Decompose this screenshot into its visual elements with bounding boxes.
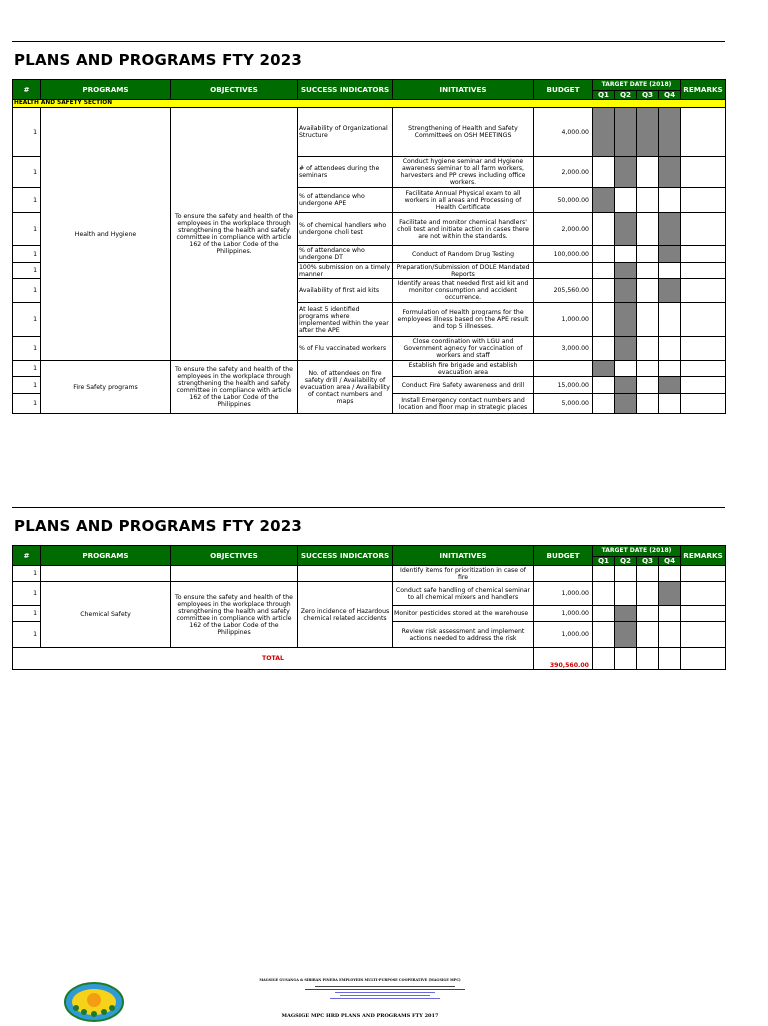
page2-top-rule	[12, 507, 725, 508]
q1-cell	[593, 157, 615, 188]
initiative: Facilitate Annual Physical exam to all workers in all areas and Processing of Health Certificate	[393, 188, 534, 213]
q4-cell	[659, 213, 681, 246]
remarks-cell	[681, 188, 726, 213]
row-num: 1	[13, 263, 41, 279]
q4-cell	[659, 394, 681, 414]
budget: 100,000.00	[534, 246, 593, 263]
col-programs: PROGRAMS	[41, 546, 171, 566]
q1-cell	[593, 566, 615, 582]
q2-cell	[615, 246, 637, 263]
initiative: Facilitate and monitor chemical handlers' choli test and initiate action in cases there are not within the standards.	[393, 213, 534, 246]
q4-cell	[659, 582, 681, 606]
q3-cell	[637, 279, 659, 303]
q3-cell	[637, 263, 659, 279]
initiative: Close coordination with LGU and Government agnecy for vaccination of workers and staff	[393, 337, 534, 361]
q4-cell	[659, 377, 681, 394]
remarks-cell	[681, 377, 726, 394]
col-num: #	[13, 546, 41, 566]
remarks-cell	[681, 303, 726, 337]
indicator: % of Flu vaccinated workers	[298, 337, 393, 361]
program-health: Health and Hygiene	[41, 108, 171, 361]
remarks-cell	[681, 246, 726, 263]
q4-cell	[659, 246, 681, 263]
q1-cell	[593, 361, 615, 377]
remarks-cell	[681, 157, 726, 188]
q2-cell	[615, 108, 637, 157]
remarks-cell	[681, 566, 726, 582]
budget: 2,000.00	[534, 157, 593, 188]
initiative: Install Emergency contact numbers and location and floor map in strategic places	[393, 394, 534, 414]
q3-cell	[637, 606, 659, 622]
page-title: PLANS AND PROGRAMS FTY 2023	[14, 51, 303, 69]
row-num: 1	[13, 566, 41, 582]
q2-cell	[615, 279, 637, 303]
q1-cell	[593, 246, 615, 263]
q3-cell	[637, 648, 659, 670]
q3-cell	[637, 337, 659, 361]
budget: 1,000.00	[534, 622, 593, 648]
budget	[534, 361, 593, 377]
budget: 5,000.00	[534, 394, 593, 414]
initiative: Conduct Fire Safety awareness and drill	[393, 377, 534, 394]
col-q3: Q3	[637, 91, 659, 100]
q3-cell	[637, 188, 659, 213]
indicator-cont	[298, 566, 393, 582]
q2-cell	[615, 303, 637, 337]
col-initiatives: INITIATIVES	[393, 80, 534, 100]
remarks-cell	[681, 213, 726, 246]
q4-cell	[659, 263, 681, 279]
initiative: Preparation/Submission of DOLE Mandated Reports	[393, 263, 534, 279]
q3-cell	[637, 566, 659, 582]
col-q4: Q4	[659, 91, 681, 100]
col-indicators: SUCCESS INDICATORS	[298, 546, 393, 566]
page1-top-rule	[12, 41, 725, 42]
plans-table-page1	[12, 79, 726, 414]
remarks-cell	[681, 108, 726, 157]
cooperative-logo	[62, 978, 126, 1022]
q2-cell	[615, 377, 637, 394]
budget: 4,000.00	[534, 108, 593, 157]
total-label: TOTAL	[13, 648, 534, 670]
row-num: 1	[13, 108, 41, 157]
budget: 3,000.00	[534, 337, 593, 361]
q4-cell	[659, 622, 681, 648]
col-q3: Q3	[637, 557, 659, 566]
q2-cell	[615, 622, 637, 648]
initiative: Establish fire brigade and establish evacuation area	[393, 361, 534, 377]
initiative: Identify areas that needed first aid kit and monitor consumption and accident occurrence.	[393, 279, 534, 303]
q2-cell	[615, 582, 637, 606]
page-gap	[0, 421, 768, 501]
row-num: 1	[13, 337, 41, 361]
budget: 205,560.00	[534, 279, 593, 303]
q4-cell	[659, 648, 681, 670]
q4-cell	[659, 337, 681, 361]
q1-cell	[593, 606, 615, 622]
q3-cell	[637, 377, 659, 394]
q3-cell	[637, 622, 659, 648]
remarks-cell	[681, 582, 726, 606]
remarks-cell	[681, 622, 726, 648]
col-budget: BUDGET	[534, 546, 593, 566]
objective-fire: To ensure the safety and health of the employees in the workplace through strengthening the health and safety committee in compliance with article 162 of the Labor Code of the Philippines	[171, 361, 298, 414]
col-target-date: TARGET DATE (2018)	[593, 546, 681, 557]
budget: 1,000.00	[534, 303, 593, 337]
plans-table-page2	[12, 545, 726, 670]
initiative: Monitor pesticides stored at the warehouse	[393, 606, 534, 622]
q2-cell	[615, 648, 637, 670]
row-num: 1	[13, 377, 41, 394]
initiative: Conduct of Random Drug Testing	[393, 246, 534, 263]
row-num: 1	[13, 582, 41, 606]
q1-cell	[593, 303, 615, 337]
q3-cell	[637, 157, 659, 188]
remarks-cell	[681, 263, 726, 279]
initiative: Conduct safe handling of chemical seminar to all chemical mixers and handlers	[393, 582, 534, 606]
col-remarks: REMARKS	[681, 546, 726, 566]
q4-cell	[659, 188, 681, 213]
q2-cell	[615, 337, 637, 361]
indicator: % of attendance who undergone DT	[298, 246, 393, 263]
row-num: 1	[13, 394, 41, 414]
q4-cell	[659, 303, 681, 337]
budget: 50,000.00	[534, 188, 593, 213]
col-q4: Q4	[659, 557, 681, 566]
col-initiatives: INITIATIVES	[393, 546, 534, 566]
col-target-date: TARGET DATE (2018)	[593, 80, 681, 91]
initiative: Review risk assessment and implement actions needed to address the risk	[393, 622, 534, 648]
col-remarks: REMARKS	[681, 80, 726, 100]
q2-cell	[615, 263, 637, 279]
q4-cell	[659, 361, 681, 377]
q1-cell	[593, 337, 615, 361]
q1-cell	[593, 648, 615, 670]
q3-cell	[637, 303, 659, 337]
q3-cell	[637, 108, 659, 157]
objective-health: To ensure the safety and health of the employees in the workplace through strengthening the health and safety committee in compliance with article 162 of the Labor Code of the Philippines.	[171, 108, 298, 361]
indicator: At least 5 identified programs where implemented within the year after the APE	[298, 303, 393, 337]
row-num: 1	[13, 279, 41, 303]
q3-cell	[637, 246, 659, 263]
objective-cont	[171, 566, 298, 582]
q1-cell	[593, 279, 615, 303]
row-num: 1	[13, 361, 41, 377]
page-title-2: PLANS AND PROGRAMS FTY 2023	[14, 517, 303, 535]
initiative: Conduct hygiene seminar and Hygiene awareness seminar to all farm workers, harvesters and PP crews including office workers.	[393, 157, 534, 188]
col-q2: Q2	[615, 91, 637, 100]
budget	[534, 263, 593, 279]
initiative: Formulation of Health programs for the employees illness based on the APE result and top 5 illnesses.	[393, 303, 534, 337]
remarks-cell	[681, 648, 726, 670]
row-num: 1	[13, 606, 41, 622]
budget: 1,000.00	[534, 582, 593, 606]
col-programs: PROGRAMS	[41, 80, 171, 100]
q3-cell	[637, 582, 659, 606]
indicator: Availability of first aid kits	[298, 279, 393, 303]
row-num: 1	[13, 213, 41, 246]
col-q1: Q1	[593, 91, 615, 100]
row-num: 1	[13, 622, 41, 648]
remarks-cell	[681, 394, 726, 414]
q1-cell	[593, 377, 615, 394]
row-num: 1	[13, 246, 41, 263]
footer-caption: MAGSIGE MPC HRD PLANS AND PROGRAMS FTY 2017	[281, 1013, 439, 1019]
q2-cell	[615, 566, 637, 582]
budget: 2,000.00	[534, 213, 593, 246]
indicator: # of attendees during the seminars	[298, 157, 393, 188]
col-objectives: OBJECTIVES	[171, 546, 298, 566]
footer-contact-lines	[300, 984, 470, 1006]
budget: 15,000.00	[534, 377, 593, 394]
q4-cell	[659, 606, 681, 622]
q1-cell	[593, 582, 615, 606]
initiative: Strengthening of Health and Safety Committees on OSH MEETINGS	[393, 108, 534, 157]
remarks-cell	[681, 361, 726, 377]
q4-cell	[659, 279, 681, 303]
q1-cell	[593, 213, 615, 246]
q2-cell	[615, 188, 637, 213]
q1-cell	[593, 188, 615, 213]
q2-cell	[615, 213, 637, 246]
remarks-cell	[681, 606, 726, 622]
objective-chemical: To ensure the safety and health of the employees in the workplace through strengthening the health and safety committee in compliance with article 162 of the Labor Code of the Philippines	[171, 582, 298, 648]
remarks-cell	[681, 279, 726, 303]
budget	[534, 566, 593, 582]
footer-org: MAGSIGE GUSANGA & SIBIRAN PINEDA EMPLOYEES MULTI-PURPOSE COOPERATIVE (MAGSIGE MPC)	[259, 978, 461, 982]
row-num: 1	[13, 157, 41, 188]
row-num: 1	[13, 188, 41, 213]
indicator-chemical: Zero incidence of Hazardous chemical related accidents	[298, 582, 393, 648]
q1-cell	[593, 263, 615, 279]
q1-cell	[593, 622, 615, 648]
indicator: Availability of Organizational Structure	[298, 108, 393, 157]
initiative: Identify items for prioritization in case of fire	[393, 566, 534, 582]
q3-cell	[637, 213, 659, 246]
q1-cell	[593, 394, 615, 414]
q1-cell	[593, 108, 615, 157]
col-indicators: SUCCESS INDICATORS	[298, 80, 393, 100]
program-fire: Fire Safety programs	[41, 361, 171, 414]
q3-cell	[637, 394, 659, 414]
q3-cell	[637, 361, 659, 377]
q4-cell	[659, 157, 681, 188]
col-q2: Q2	[615, 557, 637, 566]
col-q1: Q1	[593, 557, 615, 566]
indicator: % of attendance who undergone APE	[298, 188, 393, 213]
q4-cell	[659, 566, 681, 582]
col-budget: BUDGET	[534, 80, 593, 100]
q2-cell	[615, 157, 637, 188]
col-objectives: OBJECTIVES	[171, 80, 298, 100]
total-value: 390,560.00	[534, 648, 593, 670]
q4-cell	[659, 108, 681, 157]
q2-cell	[615, 394, 637, 414]
q2-cell	[615, 361, 637, 377]
indicator: % of chemical handlers who undergone choli test	[298, 213, 393, 246]
q2-cell	[615, 606, 637, 622]
program-cont	[41, 566, 171, 582]
row-num: 1	[13, 303, 41, 337]
section-header: HEALTH AND SAFETY SECTION	[13, 100, 726, 108]
remarks-cell	[681, 337, 726, 361]
indicator: 100% submission on a timely manner	[298, 263, 393, 279]
program-chemical: Chemical Safety	[41, 582, 171, 648]
indicator-fire: No. of attendees on fire safety drill / Availability of evacuation area / Availability of contact numbers and maps	[298, 361, 393, 414]
budget: 1,000.00	[534, 606, 593, 622]
col-num: #	[13, 80, 41, 100]
